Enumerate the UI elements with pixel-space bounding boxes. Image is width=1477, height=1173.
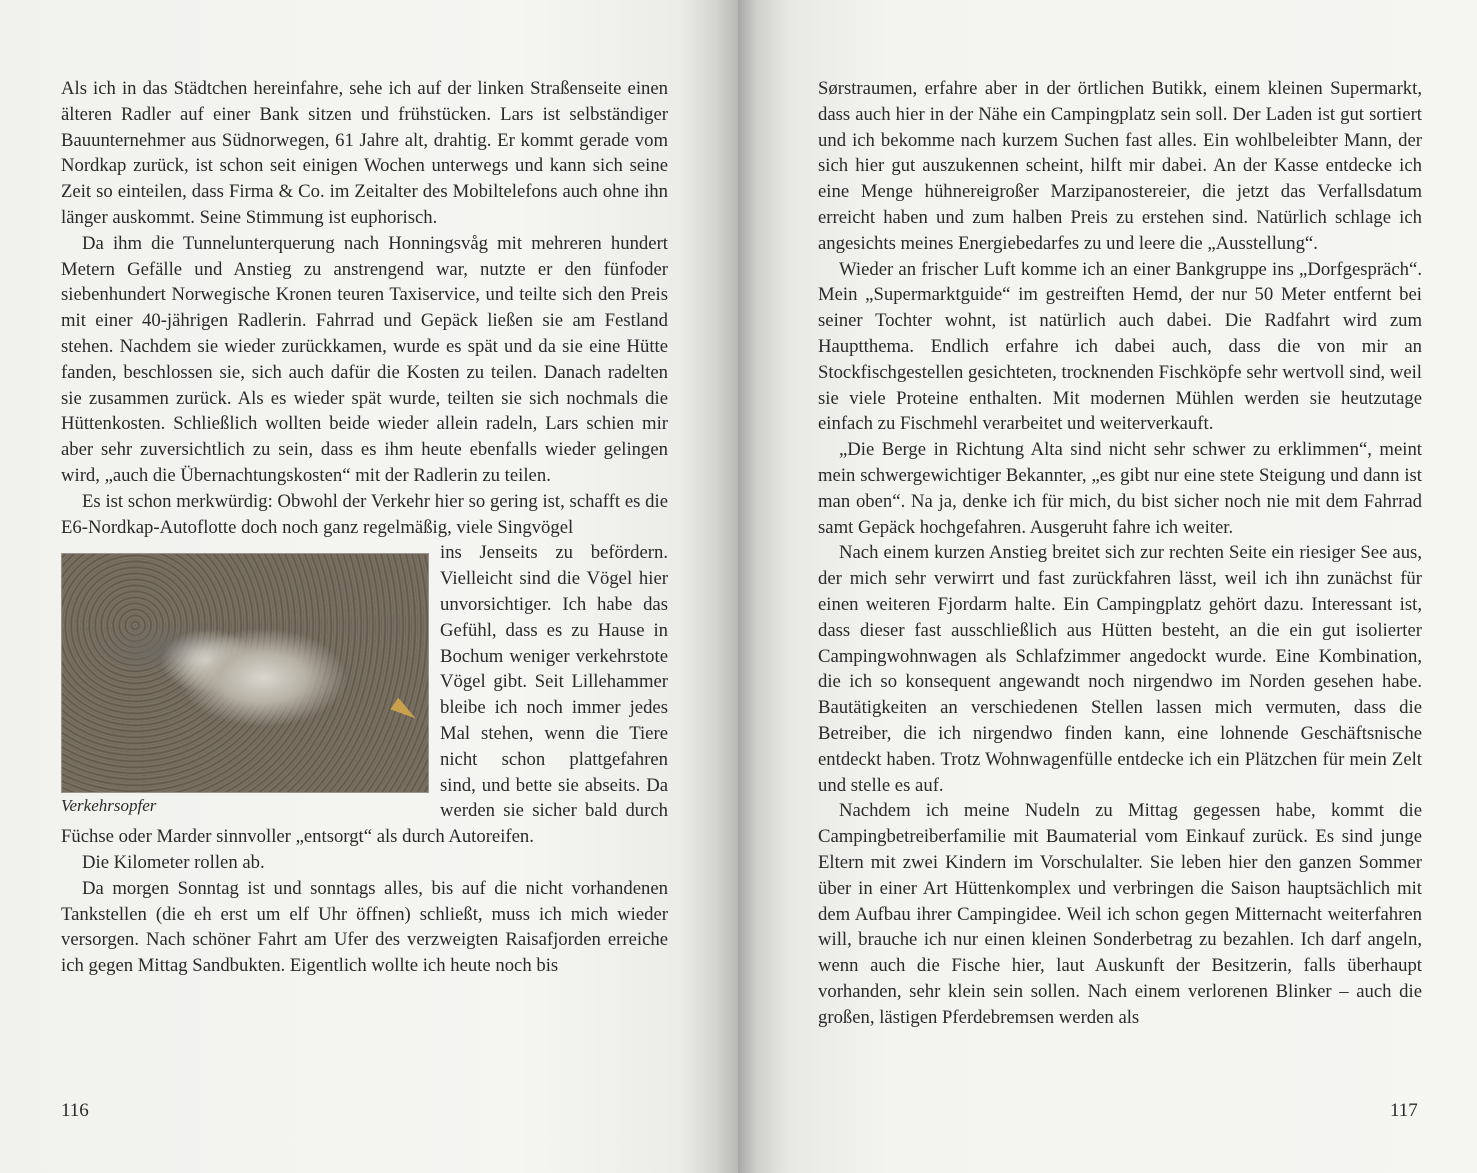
paragraph: Da morgen Sonntag ist und sonntags alles, bis auf die nicht vorhandenen Tankstellen (die eh erst um elf Uhr öffnen) schließt, muss ich mich wieder versorgen. Nach schöner Fahrt am Ufer des verzweigten Raisafjorden erreiche ich gegen Mittag Sandbukten. Eigentlich wollte ich heute noch bis (61, 877, 668, 977)
left-page (0, 0, 738, 1173)
paragraph-continued: ins Jenseits zu befördern. Vielleicht sind die Vögel hier unvorsichtiger. Ich habe das Gefühl, dass es zu Hause in Bochum weniger verkehrstote Vögel gibt. Seit Lillehammer bleibe ich noch immer jedes Mal stehen, wenn die Tiere nicht schon plattgefahren sind, und bette sie abseits. Da werden sie sicher bald durch Füchse oder Marder sinnvoller „entsorgt“ als durch Autoreifen. (61, 542, 668, 848)
right-page (738, 0, 1477, 1173)
paragraph: Da ihm die Tunnelunterquerung nach Honningsvåg mit mehreren hundert Metern Gefälle und Anstieg zu anstrengend war, nutzte er den fünfoder siebenhundert Norwegische Kronen teuren Taxiservice, und teilte sich den Preis mit einer 40-jährigen Radlerin. Fahrrad und Gepäck ließen sie am Festland stehen. Nachdem sie wieder zurückkamen, wurde es spät und da sie eine Hütte fanden, beschlossen sie, sich auch dafür die Kosten zu teilen. Danach radelten sie zusammen zurück. Als es wieder spät wurde, teilten sie sich nochmals die Hüttenkosten. Schließlich wollten beide wieder allein radeln, Lars schien mir aber sehr zuversichtlich zu sein, dass es ihm heute ebenfalls wieder gelingen wird, „auch die Übernachtungskosten“ mit der Radlerin zu teilen. (61, 232, 668, 486)
figure-caption: Verkehrsopfer (61, 796, 157, 816)
paragraph: Nachdem ich meine Nudeln zu Mittag gegessen habe, kommt die Campingbetreiberfamilie mit Baumaterial vom Einkauf zurück. Es sind junge Eltern mit zwei Kindern im Vorschulalter. Sie leben hier den ganzen Sommer über in einer Art Hüttenkomplex und verbringen die Saison hauptsächlich mit dem Aufbau ihrer Campingidee. Weil ich schon gegen Mitternacht weiterfahren will, brauche ich nur einen kleinen Sonderbetrag zu bezahlen. Ich darf angeln, wenn auch die Fische hier, laut Auskunft der Besitzerin, falls überhaupt vorhanden, sehr klein sein sollen. Nach einem verlorenen Blinker – auch die großen, lästigen Pferdebremsen werden als (818, 800, 1422, 1028)
figure (61, 553, 427, 817)
dead-bird-photo (61, 553, 429, 793)
paragraph: Nach einem kurzen Anstieg breitet sich zur rechten Seite ein riesiger See aus, der mich sehr verwirrt und fast zurückfahren lässt, weil ich ihn zunächst für einen weiteren Fjordarm halte. Ein Campingplatz gehört dazu. Interessant ist, dass dieser fast ausschließlich aus Hütten besteht, an die ein gut isolierter Campingwohnwagen als Schlafzimmer angedockt wurde. Eine Kombination, die ich so konsequent angewandt noch nirgendwo im Norden gesehen habe. Bautätigkeiten an verschiedenen Stellen lassen mich vermuten, dass die Betreiber, die ich nirgendwo finden kann, eine lohnende Geschäftsnische entdeckt haben. Trotz Wohnwagenfülle entdecke ich ein Plätzchen für mein Zelt und stelle es auf. (818, 542, 1422, 796)
page-number: 117 (1390, 1100, 1418, 1121)
paragraph: Als ich in das Städtchen hereinfahre, sehe ich auf der linken Straßenseite einen älteren Radler auf einer Bank sitzen und frühstücken. Lars ist selbständiger Bauunternehmer aus Südnorwegen, 61 Jahre alt, drahtig. Er kommt gerade vom Nordkap zurück, ist schon seit einigen Wochen unterwegs und kann sich seine Zeit so einteilen, dass Firma & Co. im Zeitalter des Mobiltelefons auch ohne ihn länger auskommt. Seine Stimmung ist euphorisch. (61, 78, 668, 228)
page-number: 116 (61, 1100, 89, 1121)
paragraph: Die Kilometer rollen ab. (82, 851, 265, 873)
paragraph: Es ist schon merkwürdig: Obwohl der Verkehr hier so gering ist, schafft es die E6-Nordkap-Autoflotte doch noch ganz regelmäßig, viele Singvögel (61, 490, 668, 538)
paragraph: Sørstraumen, erfahre aber in der örtlichen Butikk, einem kleinen Supermarkt, dass auch hier in der Nähe ein Campingplatz sein soll. Der Laden ist gut sortiert und ich bekomme nach kurzem Suchen fast alles. Ein wohlbeleibter Mann, der sich hier gut auszukennen scheint, hilft mir dabei. An der Kasse entdecke ich eine Menge hühnereigroßer Marzipanostereier, die jetzt das Verfallsdatum erreicht haben und zum halben Preis zu erstehen sind. Natürlich schlage ich angesichts meines Energiebedarfes zu und leere die „Ausstellung“. (818, 78, 1422, 254)
bird-beak-shape (390, 698, 419, 724)
right-page-text (818, 76, 1422, 1030)
paragraph: „Die Berge in Richtung Alta sind nicht sehr schwer zu erklimmen“, meint mein schwergewichtiger Bekannter, „es gibt nur eine stete Steigung und dann ist man oben“. Na ja, denke ich für mich, du bist sicher noch nie mit dem Fahrrad samt Gepäck hochgefahren. Ausgeruht fahre ich weiter. (818, 439, 1422, 538)
paragraph: Wieder an frischer Luft komme ich an einer Bankgruppe ins „Dorfgespräch“. Mein „Supermarktguide“ im gestreiften Hemd, der nur 50 Meter entfernt bei seiner Tochter wohnt, ist natürlich auch dabei. Die Radfahrt wird zum Hauptthema. Endlich erfahre ich dabei auch, dass die von mir an Stockfischgestellen gesichteten, trocknenden Fischköpfe sehr wertvoll sind, weil sie viele Proteine enthalten. Mit modernen Mühlen werden sie heutzutage einfach zu Fischmehl verarbeitet und weiterverkauft. (818, 258, 1422, 435)
left-page-text (61, 76, 668, 979)
